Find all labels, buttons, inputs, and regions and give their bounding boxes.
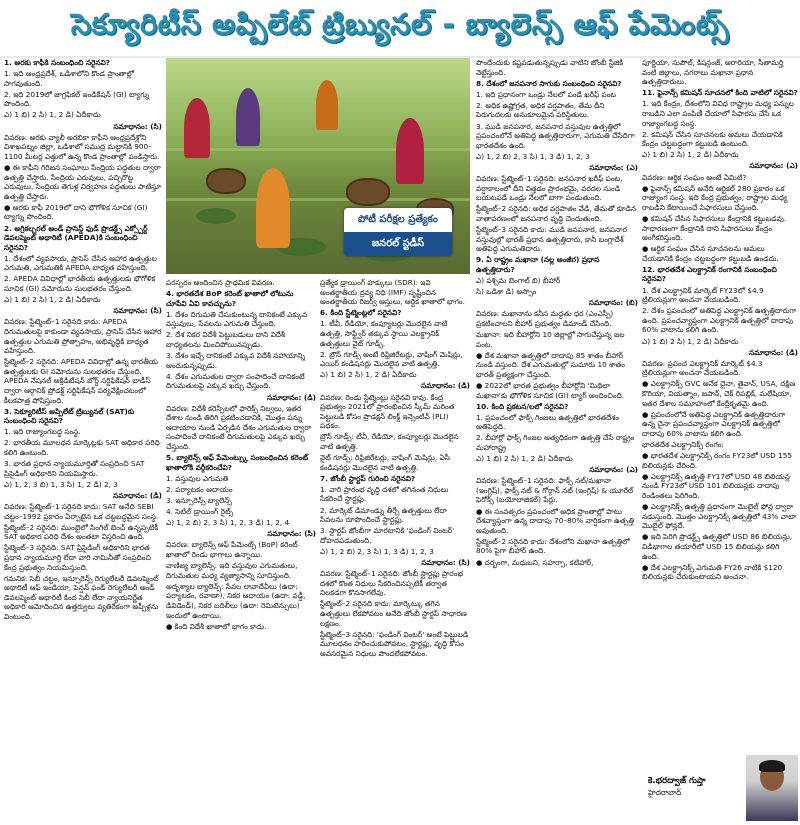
paragraph: సమాధానం: (ఎ) xyxy=(589,162,638,172)
paragraph: పొందేందుకు కష్టపడుతున్నప్పుడు వాటిని జోంబీ స్టేజికి నెట్టేస్తుంది. xyxy=(476,58,624,77)
paragraph: ● ప్రపంచంలోనే అతిపెద్ద ఎలక్ట్రానిక్ ఉత్పత్తిదారుగా ఉన్న చైనా ప్రపంచవ్యాప్తంగా ఎలక్ట్రానిక్ ఉత్పత్తిలో దాదాపు 60% వాటాను కలిగి ఉంది. xyxy=(642,409,786,438)
paragraph: 1. ఇది రాజ్యాంగబద్ధ సంస్థ. xyxy=(4,427,81,437)
paragraph: బ్రౌన్ గూడ్స్: టీవీ, రేడియో, కంప్యూటర్లు మొదలైన వాటి ఉత్పత్తి. xyxy=(320,432,459,451)
paragraph: 1. దేశం దిగుమతి చేసుకుంటున్న దానికంటే ఎక్కువ వస్తువులు, సేవలను ఎగుమతి చేస్తుంది. xyxy=(166,309,308,329)
paragraph: సమాధానం: (డి) xyxy=(749,347,798,357)
paragraph: ఎ) 1 బి) 2 సి) 1, 2 డి) ఏదీకాదు xyxy=(4,110,101,120)
paragraph: 2. బ్రౌన్ గూడ్స్ అంటే రిఫ్రిజిరేటర్లు, వాషింగ్ మెషిన్లు, ఎయిర్ కండిషనర్లు మొదలైన వాటి ఉత్పత్తి. xyxy=(320,349,463,369)
paragraph: 3. ముడి జనపనార, జనపనార వస్తువుల ఉత్పత్తిలో ప్రపంచంలోనే అతిపెద్ద ఉత్పత్తిదారుగా, ఎగుమతి చేసేదిగా భారతదేశం ఉంది. xyxy=(476,121,635,150)
column-5 xyxy=(642,58,798,748)
paragraph: ● ఇది పెరిగి ప్రొడక్ట్స్ ఉత్పత్తిలో USD 86 బిలియన్లు, విడిభాగాల తయారీలో USD 15 బిలియన్లు కలిగి ఉంది. xyxy=(642,532,793,561)
paragraph: 3. భారత ప్రధాన న్యాయమూర్తితో సంప్రదించి SAT ప్రిసైడింగ్ అధికారిని నియమిస్తారు. xyxy=(4,459,145,478)
paragraph: వివరణ: మఖానాను కనీస మద్దతు ధర (ఎంఎస్పీ) ప్రకటించాలని బీహార్ ప్రభుత్వం డిమాండ్ చేసింది. xyxy=(476,309,614,328)
paragraph: సమాధానం: (డి) xyxy=(267,392,316,402)
paragraph: 2. భారతీయ మూలధన మార్కెట్లకు SAT అధికార పరిధి కలిగి ఉంటుంది. xyxy=(4,438,160,458)
paragraph: 2. మార్కెట్ డిమాండ్ను తీర్చే ఉత్పత్తులు లేదా సేవలను రూపొందించే స్టార్టప్లు. xyxy=(320,505,447,525)
paragraph: 3. ఇన్సూరెన్స్ బ్యాలెన్స్ xyxy=(166,495,232,505)
paragraph: 4. భారతదేశ BoP కరెంట్ ఖాతాలో లోటును చూపేవి ఏవి కావచ్చును? xyxy=(166,289,294,308)
paragraph: 1. ఇది ప్రధానంగా ఒండ్రు నేలలో పండే ఖరీఫ్ పంట xyxy=(476,89,617,99)
paragraph: ● ఆర్థిక సంఘం చేసిన సూచనలను అమలు చేయడానికి కేంద్రం చట్టబద్ధంగా కట్టుబడి ఉండదు. xyxy=(642,244,779,263)
column-3 xyxy=(320,278,470,825)
paragraph: 3. దేశం ఇచ్చే దానికంటే ఎక్కువ విదేశీ సహాయాన్ని అందుకున్నప్పుడు. xyxy=(166,351,306,370)
paragraph: సమాధానం: (ఎ) xyxy=(589,465,638,475)
paragraph: ● ఎలక్ట్రానిక్స్ ఉత్పత్తి FY17లో USD 48 బిలియన్ల నుండి FY23లో USD 101 బిలియన్లకు దాదాపు రెండింతలు పెరిగింది. xyxy=(642,471,790,500)
paragraph: 4. దేశం ఎగుమతుల ద్వారా సంపాదించే దానికంటే దిగుమతులపై ఎక్కువ ఖర్చు చేస్తుంది. xyxy=(166,371,305,391)
author-block xyxy=(642,752,798,823)
paragraph: సమాధానం: (సి) xyxy=(113,306,162,316)
paragraph: 3. సెక్యూరిటీస్ అప్పిలేట్ ట్రిబ్యునల్ (SAT)కు సంబంధించి సరైనవి? xyxy=(4,406,135,426)
paragraph: వివరణ: రెండు స్టేట్మెంట్లు సరైనవి కావు. కేంద్ర ప్రభుత్వం 2021లో ప్రారంభించిన స్కీమ్ మరింత పెట్టుబడి కోసం ప్రొడక్షన్ లింక్డ్ ఇన్సెంటివ్ (PLI) పథకం. xyxy=(320,392,455,431)
paragraph: స్టేట్మెంట్–3 సరైనది కాదు: ముడి జనపనార, జనపనార వస్తువుల్లో భారత్ ప్రధాన ఉత్పత్తిదారు, కానీ బంగ్లాదేశ్ అతిపెద్ద ఎగుమతిదారు. xyxy=(476,225,627,254)
paragraph: ● ఫైనాన్స్ కమిషన్ అనేది ఆర్టికల్ 280 ప్రకారం ఒక రాజ్యాంగ సంస్థ. ఇది కేంద్ర ప్రభుత్వం, రాష్ట్రాల మధ్య రాబడిని కేటాయించే సిఫారసులు చేస్తుంది. xyxy=(642,183,788,212)
paragraph: మఖానా: ఇది బీహార్లోని 10 జిల్లాల్లో సాగుచేస్తున్న జల పంట. xyxy=(476,329,625,349)
paragraph: సమాధానం: (డి) xyxy=(113,490,162,500)
paragraph: ● ఈ కాఫీని గిరిజన సంఘాలు సేంద్రియ పద్ధతుల ద్వారా ఉత్పత్తి చేస్తారు. సేంద్రియ ఎరువులు, పచ్చిరొట్ట ఎరువులు, సేంద్రియ తెగుళ్ల నిర్వహణ పద్ధతులు పాటిస్తూ ఉత్పత్తి చేస్తారు. xyxy=(4,162,162,201)
author-city: హైదరాబాద్ xyxy=(648,788,682,797)
paragraph: 1. వారి ప్రారంభ వృద్ధి దశలో తగినంత నిధులు సేకరించే స్టార్టప్లు. xyxy=(320,484,449,504)
paragraph: వివరణ: విదేశీ కరెన్సీలలో ఫారెక్స్ నిల్వలు, ఇతర దేశాల నుండి తిరిగి ప్రకటించడానికి, మొత్తం పన్ను ఆదాయాల నుండి ఏర్పడిన దేశం ఎగుమతుల ద్వారా సంపాదించే దానికంటే దిగుమతులపై ఎక్కువ ఖర్చు చేస్తుంది. xyxy=(166,403,312,451)
paragraph: ఎ) పశ్చిమ బెంగాల్ బి) బీహార్ xyxy=(476,275,561,285)
paragraph: వివరణ: ప్రపంచ ఎలక్ట్రానిక్ మార్కెట్ $4.3 ట్రిలియన్లుగా అంచనా వేయబడింది. xyxy=(642,358,763,378)
title-banner xyxy=(0,0,800,58)
paragraph: 2. దేశ నికర విదేశీ పెట్టుబడులు దాని విదేశీ బాధ్యతలను మించిపోయినప్పుడు. xyxy=(166,330,285,350)
paragraph: 2. APEDA వివిధాల్లో భారతీయ ఉత్పత్తులకు భౌగోళిక సూచిక (GI) నమోదును సులభతరం చేస్తుంది. xyxy=(4,274,156,294)
page-title: సెక్యూరిటీస్ అప్పిలేట్ ట్రిబ్యునల్ - బ్యాలెన్స్ ఆఫ్ పేమెంట్స్ xyxy=(70,7,730,41)
paragraph: భారతదేశ ఎలక్ట్రానిక్స్ రంగం: xyxy=(642,439,724,449)
paragraph: 9. ఏ రాష్ట్రం మఖానా (నల్ల అంజీర) ప్రధాన ఉత్పత్తిదారు? xyxy=(476,255,600,274)
paragraph: 1. టీవీ, రేడియో, కంప్యూటర్లు మొదలైన వాటి ఉత్పత్తి, సాఫ్ట్వేర్ తక్కువ స్థాయి ఎలక్ట్రానిక్ ఉత్పత్తులు వైట్ గూడ్స్. xyxy=(320,319,448,348)
column-4 xyxy=(476,58,638,825)
paragraph: 10. కింది ప్రకటన/లలో సరైనవి? xyxy=(476,401,569,411)
column-2 xyxy=(166,278,316,825)
paragraph: సమాధానం: (బి) xyxy=(588,298,638,308)
author-photo xyxy=(746,755,798,821)
paragraph: 1. ఇది కేంద్రం, దేశంలోని వివిధ రాష్ట్రాల మధ్య పన్నుల రాబడిని ఎలా పంపిణీ చేయాలో సిఫారసు చేసే ఒక రాజ్యాంగబద్ధ సంస్థ. xyxy=(642,99,794,128)
column-1 xyxy=(4,58,162,825)
paragraph: 11. ఫైనాన్స్ కమిషన్ సూచనలో కింది వాటిలో సరైనవి? xyxy=(642,88,798,98)
paragraph: వాణిజ్య బ్యాలెన్స్: ఇది వస్తువుల ఎగుమతులు, దిగుమతుల మధ్య వ్యత్యాసాన్ని సూచిస్తుంది. xyxy=(166,561,298,580)
paragraph: ఎ) 1, 2, 3 బి) 1, 3 సి) 1, 2 డి) 2, 3 xyxy=(4,479,118,489)
paragraph: వివరణ: స్టేట్మెంట్–1 సరైనది: జోంబీ స్టార్టప్లు ప్రారంభ దశలో కొంత నిధులు సేకరించినప్పటికీ తర్వాత నిలకడగా కొనసాగలేవు. xyxy=(320,569,463,598)
paragraph: 1. దేశంలో వ్యవసాయ, ప్రాసెస్ చేసిన ఆహార ఉత్పత్తుల ఎగుమతి, ఎగుమతికి APEDA బాధ్యత వహిస్తుంది. xyxy=(4,253,157,273)
paragraph: 2. ఇది 2019లో జాగ్రఫికల్ ఇండికేషన్ (GI) ట్యాగ్ను పొందింది. xyxy=(4,89,150,109)
paragraph: 1. అరకు కాఫీకి సంబంధించి సరైనవి? xyxy=(4,58,111,67)
paragraph: ● కింది విదేశీ ఖాతాలో భాగం కాదు. xyxy=(166,621,267,631)
paragraph: వివరణ: స్టేట్మెంట్–1 సరైనది కాదు: APEDA దిగుమతులపై కాకుండా వ్యవసాయ, ప్రాసెస్ చేసిన ఆహార ఉత్పత్తుల ఎగుమతి ప్రోత్సాహం, అభివృద్ధికి బాధ్యత వహిస్తుంది. xyxy=(4,317,162,356)
paragraph: 7. జోంబీ స్టార్టప్ గురించి సరైనవి? xyxy=(320,473,416,483)
paragraph: ఎ) 1 బి) 2 సి) 1, 2 డి) ఏదీకాదు xyxy=(642,336,739,346)
paragraph: ● అరకు కాఫీ 2019లో దాని భౌగోళిక సూచిక (GI) ట్యాగ్ను పొందింది. xyxy=(4,202,148,222)
paragraph: పరస్పరం అందించిన ప్రాథమిక వివరణ. xyxy=(166,278,275,287)
paragraph: సమాధానం: (సి) xyxy=(267,529,316,539)
paragraph: వివరణ: ఆర్థిక సంఘం అంటే ఏమిటి? xyxy=(642,172,747,182)
paragraph: 2. అధిక ఉష్ణోగ్రత, అధిక వర్షపాతం, తేమ దీని పెరుగుదలకు అనుకూలమైన పరిస్థితులు. xyxy=(476,100,605,120)
paragraph: 1. దేశ ఎలక్ట్రానిక్ మార్కెట్ FY23లో $4.9 ట్రిలియన్లుగా అంచనా వేయబడింది. xyxy=(642,285,764,305)
paragraph: 2. దేశం ప్రపంచంలో అతిపెద్ద ఎలక్ట్రానిక్ ఉత్పత్తిదారుగా ఉంది. ప్రపంచవ్యాప్తంగా ఎలక్ట్రానిక్ ఉత్పత్తిలో దాదాపు 60% వాటాను కలిగి ఉంది. xyxy=(642,306,797,335)
paragraph: 2. అగ్రికల్చరల్ అండ్ ప్రాసెస్డ్ ఫుడ్ ప్రొడక్ట్స్ ఎక్స్పోర్ట్ డెవలప్మెంట్ అథారిటీ (APEDA)కి సంబంధించి సరైనవి? xyxy=(4,223,148,252)
paragraph: స్టేట్మెంట్–3 సరైనది: SAT ప్రిసైడింగ్ అధికారిని భారత ప్రధాన న్యాయమూర్తి లేదా వారి నామినీతో సంప్రదించి కేంద్ర ప్రభుత్వం నియమిస్తుంది. xyxy=(4,543,152,572)
paragraph: స్టేట్మెంట్–3 సరైనది: 'ఫండింగ్ వింటర్' అంటే పెట్టుబడి మూలధనం హరించుకుపోవటం, స్టార్టప్లు, వృద్ధి కోసం అవసరమైన నిధులు పొందలేకపోవటం. xyxy=(320,629,469,658)
paragraph: 8. దేశంలో జనపనార సాగుకు సంబంధించి సరైనవి? xyxy=(476,78,622,88)
paragraph: సమాధానం: (సి) xyxy=(113,121,162,131)
paragraph: ● దేశ మఖానా ఉత్పత్తిలో దాదాపు 85 శాతం బీహార్ నుండి వస్తుంది. దేశ ఎగుమతుల్లో సుమారు 10 శాతం భారత్ ప్రత్యక్షంగా చేస్తుంది. xyxy=(476,350,625,379)
paragraph: 3. స్టార్టప్ జోంబీగా మారటానికి 'ఫండింగ్ వింటర్' దోహదపడుతుంది. xyxy=(320,526,455,545)
paragraph: ఎ) 1, 2 బి) 2, 3 సి) 1, 3 డి) 1, 2, 3 xyxy=(320,546,434,556)
paragraph: 1. ఇది ఆంధ్రప్రదేశ్, ఒడిశాలోని కొండ ప్రాంతాల్లో సాగవుతుంది. xyxy=(4,69,135,88)
paragraph: ● దర్భంగా, మధుబని, సహర్సా, కటిహార్, xyxy=(476,557,594,567)
paragraph: వివరణ: అరకు వ్యాలీ అరబికా కాఫీని ఆంధ్రప్రదేశ్లోని విశాఖపట్నం జిల్లా, ఒడిశాలో సముద్ర మట్టానికి 900–1100 మీటర్ల ఎత్తులో ఉన్న కొండ ప్రాంతాల్లో పండిస్తారు. xyxy=(4,132,160,161)
paragraph: స్టేట్మెంట్–2 సరైనది: ముంబైలో సింగిల్ బెంచ్ ఉన్నప్పటికీ SAT అధికార పరిధి దేశం అంతటా విస్తరించి ఉంది. xyxy=(4,522,159,542)
paragraph: ఎ) 1, 2 బి) 2, 3 సి) 1, 2, 3 డి) 1, 2, 4 xyxy=(166,518,290,528)
paragraph: ఎ) 1 బి) 2 సి) 1, 2 డి) ఏదీకాదు xyxy=(4,295,101,305)
paragraph: ● ఈ సంవత్సరం ప్రపంచంలో అధిక ప్రాంతాల్లో పాటు దేశవ్యాప్తంగా ఉన్న దాదాపు 70–80% వార్షికంగా ఉత్పత్తి అవుతుంది. xyxy=(476,506,635,535)
paragraph: ● ఎలక్ట్రానిక్స్ GVC అనేక చైనా, తైవాన్, USA, దక్షిణ కొరియా, వియత్నాం, జపాన్, చెక్ రిపబ్లిక్, మలేషియా, ఇతర దేశాల సమూహంలో కేంద్రీకృతమై ఉంది. xyxy=(642,379,796,408)
paragraph: సమాధానం: (సి) xyxy=(421,558,470,568)
paragraph: స్టేట్మెంట్–2 సరైనది కాదు: దేశంలోని మఖానా ఉత్పత్తిలో 80% పైగా బీహార్ ఉంది. xyxy=(476,536,630,556)
paragraph: 1. ప్రపంచంలో ఫాక్స్ గింజలు ఉత్పత్తిలో భారతదేశం అతిపెద్దది. xyxy=(476,412,619,432)
special-badge xyxy=(344,208,452,256)
paragraph: 4. సెటిల్ డ్రాయింగ్ రైట్స్ xyxy=(166,507,234,517)
paragraph: ● భారతదేశ ఎలక్ట్రానిక్స్ రంగం FY23లో USD 155 బిలియన్లకు చేరింది. xyxy=(642,451,793,470)
author-name: కె.భరద్వాజ్ గుప్తా xyxy=(648,776,706,786)
paragraph: సమాధానం: (ఎ) xyxy=(749,161,798,171)
paragraph: స్టేట్మెంట్–2 సరైనది కాదు: మార్కెట్కు తగిన ఉత్పత్తులు లేకపోవటం అనేది జోంబీ స్టార్టప్ సాధారణ లక్షణం. xyxy=(320,599,467,628)
paragraph: 2. బీహార్లో ఫాక్స్ గింజల అత్యధికంగా ఉత్పత్తి చేసే రాష్ట్రం మహారాష్ట్ర xyxy=(476,433,635,452)
paragraph: ఎ) 1 బి) 2 సి) 1, 2 డి) ఏదీకాదు xyxy=(476,454,573,464)
paragraph: 2. పర్యాటకం ఆదాయం xyxy=(166,484,233,494)
paragraph: 6. కింది స్టేట్మెంట్లలో సరైనవి? xyxy=(320,308,402,318)
paragraph: ఎ) 1 బి) 2 సి) 1, 2 డి) ఏదీకాదు xyxy=(642,150,739,160)
paragraph: సమాధానం: (డి) xyxy=(421,381,470,391)
paragraph: సి) ఒడిశా డి) అస్సాం xyxy=(476,287,537,297)
paragraph: 2. కమిషన్ చేసిన సూచనలకు అమలు చేయడానికి కేంద్రం చట్టబద్ధంగా కట్టుబడి ఉంటుంది. xyxy=(642,129,783,149)
paragraph: ● 2022లో భారత ప్రభుత్వం బీహార్లోని 'మిథిలా మఖానా'కు భౌగోళిక సూచిక (GI) ట్యాగ్ అందించింది. xyxy=(476,380,625,400)
paragraph: గమనిక: సెబీ చట్టం, ఇన్సూరెన్స్ రెగ్యులేటరీ డెవలప్మెంట్ అథారిటీ ఆఫ్ ఇండియా, పెన్షన్ ఫండ్ రెగ్యులేటరీ అండ్ డెవలప్మెంట్ అథారిటీ కింద సెబీ లేదా న్యాయనిర్ణేత అధికారి ఆమోదించిన ఉత్తర్వులు వ్యతిరేకంగా అప్పీళ్లను వింటుంది. xyxy=(4,573,159,622)
badge-line-2: జనరల్ స్టడీస్ xyxy=(344,232,452,256)
paragraph: వివరణ: స్టేట్మెంట్–1 సరైనది: జనపనార ఖరీఫ్ పంట. వర్షాకాలంలో దీని విత్తడం ప్రారంభమై, వరదల నుండి బయటపడే ఒండ్రు నేలలో బాగా పండుతుంది. xyxy=(476,174,623,203)
paragraph: ● దేశ ఎలక్ట్రానిక్స్ ఎగుమతి FY26 నాటికి $120 బిలియన్లకు చేరుకుంటాయని అంచనా. xyxy=(642,562,783,582)
paragraph: ● కమిషన్ చేసిన సిఫారసులు కేంద్రానికి కట్టుబడవు. సాధారణంగా కేంద్రానికి దాని సిఫారసులు కేంద్రం అంగీకరిస్తుంది. xyxy=(642,213,787,243)
badge-line-1: పోటీ పరీక్షల ప్రత్యేకం xyxy=(344,208,452,232)
paragraph: 12. భారతదేశ ఎలక్ట్రానిక్ రంగానికి సంబంధించి సరైనవి? xyxy=(642,264,777,284)
paragraph: అదృశ్యాల బ్యాలెన్స్: సేవల లావాదేవీలు (ఉదా: పర్యాటకం, రవాణా), నికర ఆదాయం (ఉదా: వడ్డీ, డివిడెండ్), నికర బదిలీలు (ఉదా: రెమిటెన్సులు) ఇందులో ఉంటాయి. xyxy=(166,581,306,620)
paragraph: ప్రత్యేక డ్రాయింగ్ హక్కులు (SDR): ఇవి అంతర్జాతీయ ద్రవ్య నిధి (IMF) సృష్టించిన అంతర్జాతీయ రిజర్వ్ ఆస్తులు, ఆర్థిక ఖాతాలో భాగం. xyxy=(320,278,465,307)
paragraph: 1. వస్తువుల ఎగుమతి xyxy=(166,473,229,483)
paragraph: స్టేట్మెంట్–2 సరైనది: అధిక వర్షపాతం వేడి, తేమతో కూడిన వాతావరణంలో జనపనార వృద్ధి చెందుతుంది. xyxy=(476,204,637,223)
paragraph: 5. బ్యాలెన్స్ ఆఫ్ పేమెంట్స్కు సంబంధించిన కరెంట్ ఖాతాలోకి వర్గీకరించేవి? xyxy=(166,453,309,472)
paragraph: ● ఎలక్ట్రానిక్స్ ఉత్పత్తి ప్రధానంగా మొబైల్ ఫోన్ల ద్వారా నడుస్తుంది. మొత్తం ఎలక్ట్రానిక్స్ ఉత్పత్తిలో 43% వాటా మొబైల్ ఫోన్లదే. xyxy=(642,502,797,531)
paragraph: వివరణ: స్టేట్మెంట్–1 సరైనది: ఫాక్స్ నట్/మఖానా (ఇంగ్లిష్), ఫాక్స్ నట్ & గోర్గాన్ నట్ (ఇంగ్లిష్) & యూరేల్ ఫెరోక్స్ (బయోలాజికల్) పేర్లు. xyxy=(476,476,634,505)
paragraph: పూర్ణియా, సుపౌల్, కిషన్గంజ్, అరారియా, సీతామర్హి వంటి జిల్లాలు, నగరాలు మఖానా ప్రధాన ఉత్పత్తిదారులు. xyxy=(642,58,784,87)
paragraph: వైట్ గూడ్స్: రిఫ్రిజిరేటర్లు, వాషింగ్ మెషిన్లు, ఏసీ కండిషనర్లు మొదలైన వాటి ఉత్పత్తి. xyxy=(320,453,450,472)
paragraph: ఎ) 1 బి) 2 సి) 1, 2 డి) ఏదీకాదు xyxy=(320,370,417,380)
paragraph: వివరణ: స్టేట్మెంట్–1 సరైనది కాదు: SAT అనేది SEBI చట్టం–1992 ప్రకారం ఏర్పాటైన ఒక చట్టబద్ధమైన సంస్థ. xyxy=(4,502,159,521)
paragraph: ఎ) 1, 2 బి) 2, 3 సి) 1, 3 డి) 1, 2, 3 xyxy=(476,151,590,161)
paragraph: స్టేట్మెంట్–2 సరైనది: APEDA వివిధాల్లో ఉన్న భారతీయ ఉత్పత్తులకు GI నమోదును సులభతరం చేస్తుంది. APEDA నేషనల్ అక్రిడిటేషన్ బోర్డ్ సర్టిఫికేషన్ బాడీస్ ద్వారా ఆర్గానిక్ ప్రోడక్ట్ సర్టిఫికేషన్ పర్యవేక్షించటంలో కీలకపాత్ర పోషిస్తుంది. xyxy=(4,357,159,405)
lotus-harvest-photo xyxy=(166,58,470,274)
paragraph: వివరణ: బ్యాలెన్స్ ఆఫ్ పేమెంట్స్ (BoP) కరెంట్ ఖాతాలో రెండు భాగాలు ఉన్నాయి. xyxy=(166,540,298,559)
